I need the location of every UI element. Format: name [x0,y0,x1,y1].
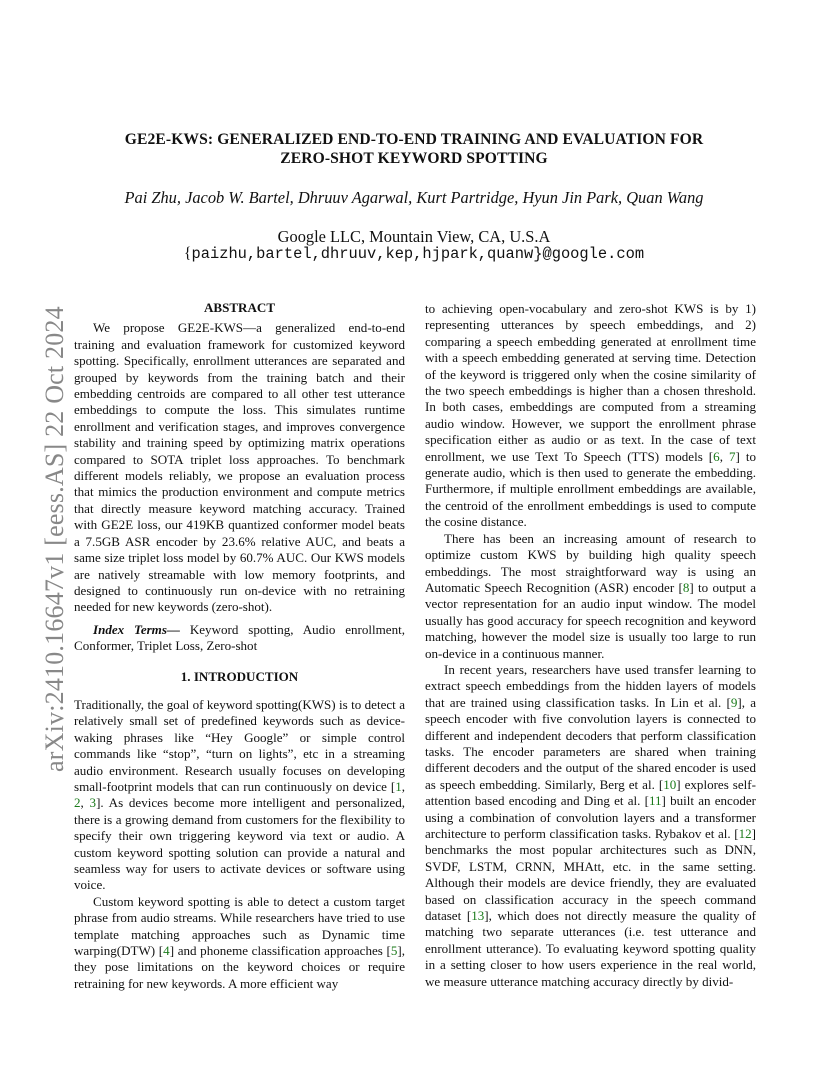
citation-link[interactable]: 4 [163,943,170,959]
intro-p5-text-b: ], a speech encoder with five convolution layers is connected to different and independent decoders that perform classification tasks. The encoder parameters are shared when training different decoders and the output of the shared encoder is used as speech embedding. Similarly, Berg et al. [ [425,694,756,792]
right-column [425,301,756,990]
intro-paragraph-4 [425,531,756,662]
paper-title [80,130,748,168]
index-terms-label: Index Terms— [93,621,180,637]
intro-paragraph-5 [425,662,756,990]
intro-p4-text-b: ] to output a vector representation for an audio input window. The model usually has good accuracy for speech recognition and keyword matching, however the model size is usually too large to run on-device in a continuous manner. [425,579,756,661]
arxiv-sidebar [20,282,69,772]
left-column [74,300,405,992]
author-list: Pai Zhu, Jacob W. Bartel, Dhruuv Agarwal, Kurt Partridge, Hyun Jin Park, Quan Wang [124,188,704,207]
intro-p2-text-c: ], they pose limitations on the keyword choices or require retraining for new keywords. A more efficient way [74,943,405,991]
citation-link[interactable]: 9 [730,694,738,710]
citation-link[interactable]: 7 [728,448,736,464]
citation-separator: , [80,795,90,811]
arxiv-identifier: arXiv:2410.16647v1 [eess.AS] 22 Oct 2024 [40,306,69,772]
citation-link[interactable]: 1 [395,778,402,794]
index-terms [74,622,405,655]
intro-p3-text-b: ] to generate audio, which is then used to generate the embedding. Furthermore, if multiple enrollment embeddings are available, the centroid of the enrollment embeddings is used to compute the cosine distance. [425,448,757,530]
intro-p1-text-a: Traditionally, the goal of keyword spotting(KWS) is to detect a relatively small set of predefined keywords such as device-waking phrases like “Hey Google” or simple control commands like “stop”, “turn on lights”, etc in a streaming audio environment. Research usually focuses on developing small-footprint models that can run continuously on device [ [74,696,405,794]
intro-p5-text-f: ], which does not directly measure the quality of matching two separate utterances (i.e. test utterance and enrollment utterance). To evaluating keyword spotting quality in a setting closer to how users experience in the real world, we measure utterance matching accuracy directly by divid- [425,908,756,989]
citation-link[interactable]: 10 [663,776,677,792]
citation-link[interactable]: 8 [682,579,690,595]
citation-link[interactable]: 5 [390,943,398,959]
intro-paragraph-3 [425,301,756,531]
intro-p5-text-e: ] benchmarks the most popular architectures such as DNN, SVDF, LSTM, CRNN, MHAtt, etc. in the same setting. Although their models are device friendly, they are evaluated based on classification accuracy in the speech command dataset [ [425,826,756,924]
abstract-text: We propose GE2E-KWS—a generalized end-to-end training and evaluation framework for customized keyword spotting. Specifically, enrollment utterances are separated and grouped by keywords from the training batch and their embedding centroids are compared to all other test utterance embeddings to compute the loss. This simulates runtime enrollment and verification stages, and improves convergence stability and training speed by optimizing matrix operations compared to SOTA triplet loss approaches. To benchmark different models reliably, we propose an evaluation process that mimics the production environment and compute metrics that directly measure keyword matching accuracy. Trained with GE2E loss, our 419KB quantized conformer model beats a 7.5GB ASR encoder by 23.6% relative AUC, and beats a same size triplet loss model by 60.7% AUC. Our KWS models are natively streamable with low memory footprints, and designed to continuously run on-device with no retraining needed for new keywords (zero-shot). [74,320,405,615]
abstract-heading: ABSTRACT [203,300,276,315]
intro-p5-text-d: ] built an encoder using a combination of convolution layers and a transformer architecture to perform classification tasks. Rybakov et al. [ [425,793,756,841]
paper-title-line-2: ZERO-SHOT KEYWORD SPOTTING [280,150,548,167]
email-brace-open: { [183,245,192,262]
author-emails [80,245,748,263]
intro-paragraph-2 [74,894,405,992]
citation-separator: , [719,448,729,464]
intro-p3-text-a: to achieving open-vocabulary and zero-shot KWS is by 1) representing utterances by speech embeddings, and 2) comparing a speech embedding generated at enrollment time with a speech embedding generated at serving time. Detection of the keyword is triggered only when the cosine similarity of the two speech embeddings is higher than a chosen threshold. In both cases, embeddings are computed from a streaming audio window. However, we support the enrollment phrase specification either as audio or as text. In the case of text enrollment, we use Text To Speech (TTS) models [ [425,301,756,464]
intro-p2-text-b: ] and phoneme classification approaches [ [169,943,391,959]
intro-p5-text-c: ] explores self-attention based encoding and Ding et al. [ [425,776,756,809]
citation-link[interactable]: 3 [89,795,97,811]
citation-link[interactable]: 13 [471,908,485,924]
citation-link[interactable]: 2 [74,795,81,811]
citation-link[interactable]: 12 [738,826,752,841]
introduction-heading: 1. INTRODUCTION [180,668,299,684]
affiliation: Google LLC, Mountain View, CA, U.S.A [277,227,551,246]
intro-p2-text-a: Custom keyword spotting is able to detect a custom target phrase from audio streams. While researchers have tried to use template matching approaches such as Dynamic time warping(DTW) [ [74,893,405,959]
paper-title-line-1: GE2E-KWS: GENERALIZED END-TO-END TRAINING AND EVALUATION FOR [124,131,704,148]
citation-link[interactable]: 6 [713,448,720,464]
citation-link[interactable]: 11 [648,793,662,809]
intro-paragraph-1 [74,697,405,894]
intro-p5-text-a: In recent years, researchers have used transfer learning to extract speech embeddings from the hidden layers of models that are trained using classification tasks. In Lin et al. [ [425,661,756,710]
email-names: paizhu,bartel,dhruuv,kep,hjpark,quanw [191,245,534,263]
intro-p1-text-b: ]. As devices become more intelligent and personalized, there is a growing demand from customers for the flexibility to specify their own triggering keyword via text or audio. A custom keyword spotting solution can provide a natural and seamless way for users to activate devices or software using voice. [74,795,405,893]
intro-p4-text-a: There has been an increasing amount of research to optimize custom KWS by building high quality speech embeddings. The most straightforward way is using an Automatic Speech Recognition (ASR) encoder [ [425,530,756,595]
citation-separator: , [401,778,405,794]
email-domain: }@google.com [533,245,645,263]
index-terms-list: Keyword spotting, Audio enrollment, Conformer, Triplet Loss, Zero-shot [74,621,405,654]
